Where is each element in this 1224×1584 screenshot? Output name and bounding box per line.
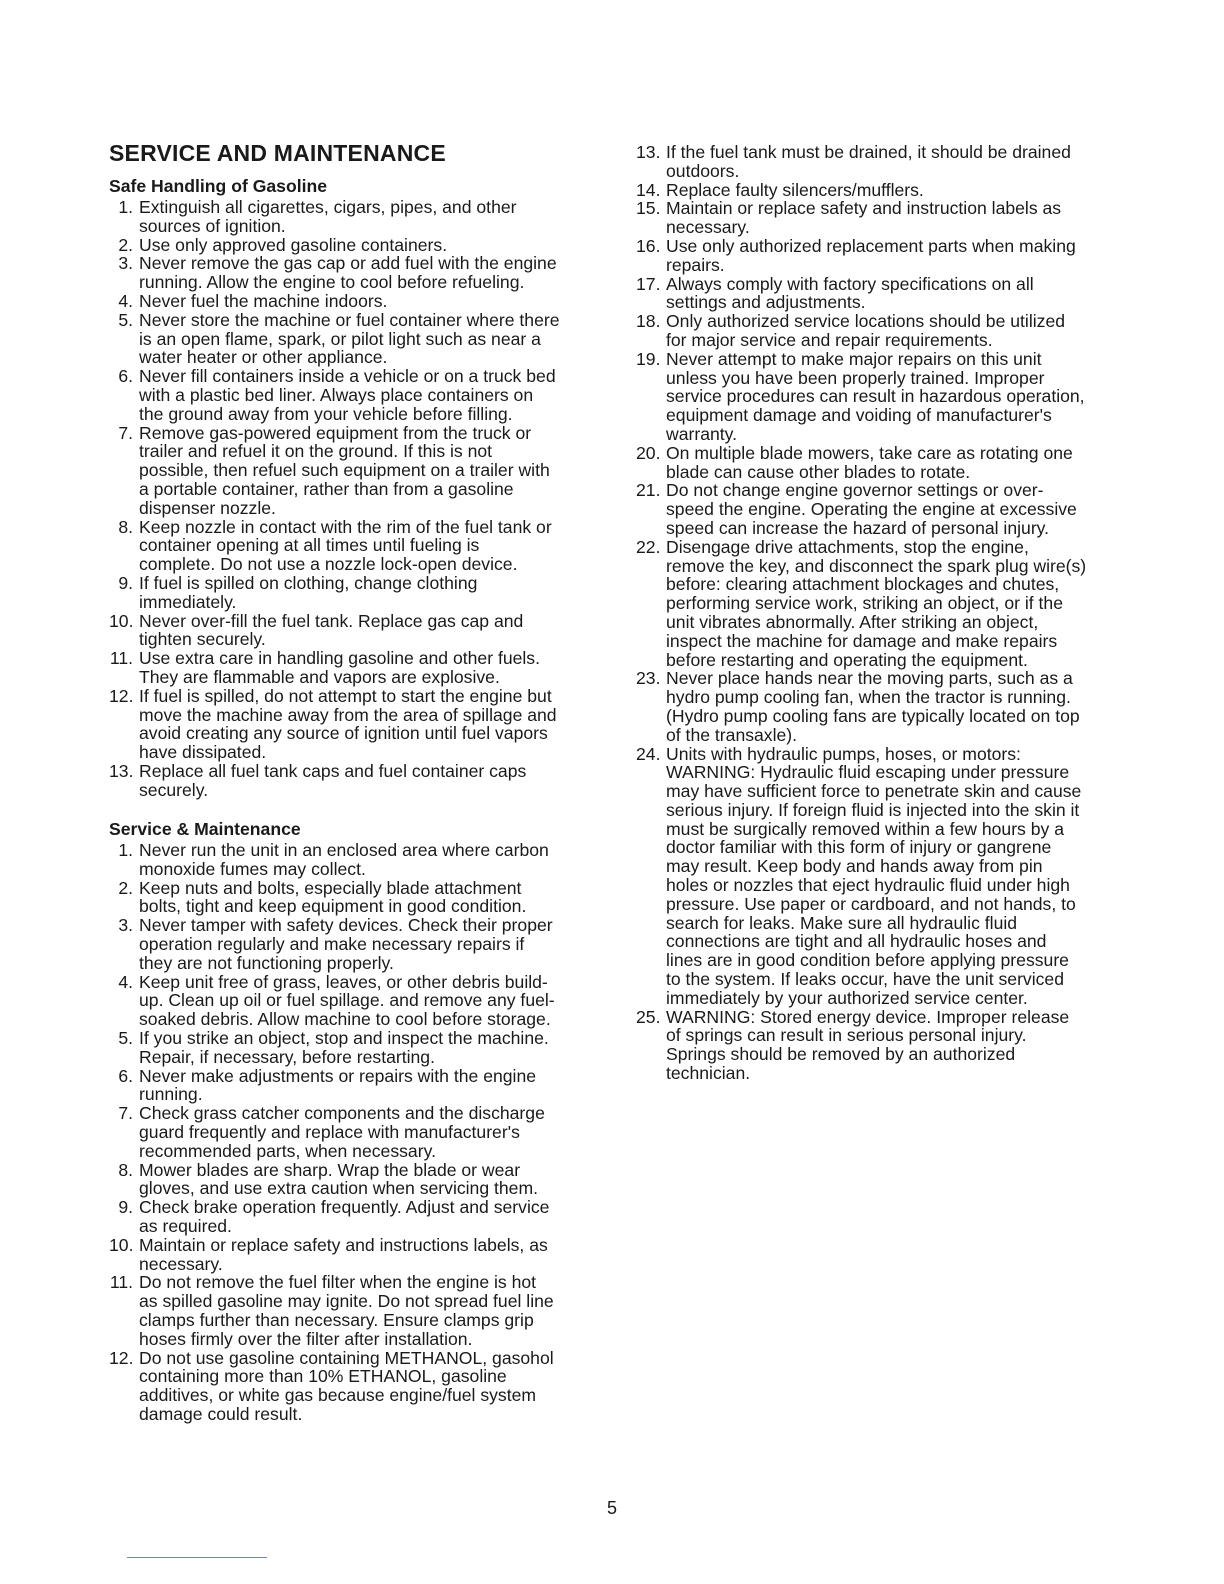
footer-rule <box>127 1557 267 1558</box>
list-item-text-line: Never tamper with safety devices. Check their proper <box>139 915 553 936</box>
list-item-text-line: monoxide fumes may collect. <box>139 858 366 879</box>
list-item-text-line: recommended parts, when necessary. <box>139 1140 436 1161</box>
list-item-text-line: running. <box>139 1084 203 1105</box>
list-item-text-line: necessary. <box>666 217 750 238</box>
list-item-text-line: dispenser nozzle. <box>139 497 276 518</box>
list-item-text-line: damage could result. <box>139 1403 303 1424</box>
list-item-number: 18. <box>636 311 661 332</box>
list-item <box>109 916 619 972</box>
list-item-number: 5. <box>118 309 133 330</box>
list-item-text-line: may result. Keep body and hands away from pin <box>666 856 1043 877</box>
list-item-text-line: possible, then refuel such equipment on a trailer with <box>139 460 550 481</box>
list-item <box>636 350 1146 444</box>
list-item-text-line: is an open flame, spark, or pilot light such as near a <box>139 328 541 349</box>
list-item-text-line: lines are in good condition before applying pressure <box>666 950 1069 971</box>
list-item <box>109 367 619 423</box>
list-item <box>109 1236 619 1274</box>
list-item-text-line: clamps further than necessary. Ensure clamps grip <box>139 1309 534 1330</box>
list-item <box>109 254 619 292</box>
list-item-text-line: connections are tight and all hydraulic hoses and <box>666 931 1047 952</box>
list-item-text-line: blade can cause other blades to rotate. <box>666 461 971 482</box>
list-item-text-line: as spilled gasoline may ignite. Do not spread fuel line <box>139 1291 554 1312</box>
list-item-text-line: WARNING: Stored energy device. Improper release <box>666 1006 1070 1027</box>
list-item <box>636 237 1146 275</box>
list-item-text-line: hoses firmly over the filter after installation. <box>139 1328 473 1349</box>
list-item-number: 16. <box>636 235 661 256</box>
list-item-number: 8. <box>118 1159 133 1180</box>
list-item <box>109 687 619 762</box>
service-list <box>109 841 619 1424</box>
list-item-text-line: Check grass catcher components and the discharge <box>139 1103 545 1124</box>
list-item-text-line: Never remove the gas cap or add fuel with the engine <box>139 253 557 274</box>
list-item <box>636 444 1146 482</box>
list-item-text-line: immediately. <box>139 591 237 612</box>
list-item-text-line: up. Clean up oil or fuel spillage. and remove any fuel- <box>139 990 555 1011</box>
list-item-text-line: speed can increase the hazard of personal injury. <box>666 517 1050 538</box>
list-item-text-line: Keep nuts and bolts, especially blade attachment <box>139 877 522 898</box>
list-item-text-line: Replace all fuel tank caps and fuel container caps <box>139 760 527 781</box>
list-item-text-line: gloves, and use extra caution when servicing them. <box>139 1178 539 1199</box>
list-item-number: 20. <box>636 442 661 463</box>
list-item-text-line: bolts, tight and keep equipment in good condition. <box>139 896 527 917</box>
list-item-text-line: before restarting and operating the equipment. <box>666 649 1028 670</box>
list-item-text-line: immediately by your authorized service center. <box>666 987 1028 1008</box>
list-item-text-line: (Hydro pump cooling fans are typically located on top <box>666 705 1080 726</box>
list-item-number: 3. <box>118 915 133 936</box>
list-item <box>109 1349 619 1424</box>
list-item <box>636 538 1146 670</box>
list-item-text-line: Use only authorized replacement parts when making <box>666 235 1076 256</box>
list-item-text-line: Maintain or replace safety and instruction labels as <box>666 198 1062 219</box>
list-item-number: 23. <box>636 668 661 689</box>
list-item-text-line: securely. <box>139 779 209 800</box>
list-item-text-line: operation regularly and make necessary repairs if <box>139 933 525 954</box>
list-item-text-line: Never attempt to make major repairs on this unit <box>666 348 1042 369</box>
list-item-number: 17. <box>636 273 661 294</box>
list-item-text-line: Replace faulty silencers/mufflers. <box>666 179 924 200</box>
list-item-text-line: guard frequently and replace with manufacturer's <box>139 1121 520 1142</box>
list-item-text-line: equipment damage and voiding of manufacturer's <box>666 405 1052 426</box>
list-item <box>109 518 619 574</box>
list-item <box>109 973 619 1029</box>
list-item-text-line: settings and adjustments. <box>666 292 866 313</box>
list-item-text-line: they are not functioning properly. <box>139 952 394 973</box>
list-item-text-line: Disengage drive attachments, stop the engine, <box>666 536 1029 557</box>
list-item-number: 13. <box>636 142 661 162</box>
list-item-number: 14. <box>636 179 661 200</box>
list-item <box>636 669 1146 744</box>
list-item-text-line: soaked debris. Allow machine to cool before storage. <box>139 1009 551 1030</box>
list-item-text-line: Do not use gasoline containing METHANOL, gasohol <box>139 1347 554 1368</box>
list-item-text-line: before: clearing attachment blockages and chutes, <box>666 574 1060 595</box>
list-item-number: 2. <box>118 877 133 898</box>
list-item-text-line: Use extra care in handling gasoline and other fuels. <box>139 648 540 669</box>
list-item-number: 6. <box>118 366 133 387</box>
list-item-text-line: speed the engine. Operating the engine at excessive <box>666 499 1077 520</box>
list-item-number: 10. <box>109 1234 134 1255</box>
list-item-number: 7. <box>118 422 133 443</box>
list-item-number: 9. <box>118 572 133 593</box>
section-heading-service: Service & Maintenance <box>109 819 301 839</box>
list-item-text-line: the ground away from your vehicle before filling. <box>139 403 513 424</box>
list-item-text-line: search for leaks. Make sure all hydraulic fluid <box>666 912 1018 933</box>
list-item-number: 1. <box>118 197 133 217</box>
list-item-text-line: containing more than 10% ETHANOL, gasoline <box>139 1366 507 1387</box>
list-item <box>636 199 1146 237</box>
list-item <box>109 424 619 518</box>
list-item-text-line: Keep unit free of grass, leaves, or other debris build- <box>139 971 548 992</box>
list-item-text-line: technician. <box>666 1063 751 1084</box>
list-item-text-line: for major service and repair requirements. <box>666 329 993 350</box>
list-item-number: 11. <box>109 648 133 669</box>
list-item <box>636 745 1146 1008</box>
list-item-text-line: If the fuel tank must be drained, it should be drained <box>666 142 1071 162</box>
safe-handling-list <box>109 198 619 800</box>
list-item-text-line: Use only approved gasoline containers. <box>139 234 448 255</box>
list-item-number: 12. <box>109 1347 134 1368</box>
list-item <box>636 275 1146 313</box>
list-item-text-line: WARNING: Hydraulic fluid escaping under pressure <box>666 762 1070 783</box>
list-item <box>109 612 619 650</box>
list-item-text-line: Always comply with factory specifications on all <box>666 273 1034 294</box>
list-item-text-line: Never store the machine or fuel container where there <box>139 309 560 330</box>
list-item-text-line: Remove gas-powered equipment from the truck or <box>139 422 532 443</box>
list-item <box>109 1067 619 1105</box>
list-item-number: 1. <box>118 840 133 860</box>
list-item-number: 19. <box>636 348 661 369</box>
list-item-text-line: Only authorized service locations should be utilized <box>666 311 1066 332</box>
list-item-text-line: If you strike an object, stop and inspect the machine. <box>139 1027 549 1048</box>
list-item-text-line: unit vibrates abnormally. After striking an object, <box>666 611 1039 632</box>
list-item-text-line: Never place hands near the moving parts, such as a <box>666 668 1073 689</box>
list-item-text-line: doctor familiar with this form of injury or gangrene <box>666 837 1052 858</box>
list-item-text-line: running. Allow the engine to cool before refueling. <box>139 272 525 293</box>
list-item-number: 5. <box>118 1027 133 1048</box>
list-item <box>109 649 619 687</box>
list-item-text-line: move the machine away from the area of spillage and <box>139 704 557 725</box>
list-item-text-line: may have sufficient force to penetrate skin and cause <box>666 781 1082 802</box>
list-item-text-line: Never fill containers inside a vehicle or on a truck bed <box>139 366 556 387</box>
list-item-number: 15. <box>636 198 661 219</box>
list-item <box>109 292 619 311</box>
list-item-text-line: If fuel is spilled, do not attempt to start the engine but <box>139 685 552 706</box>
list-item-text-line: On multiple blade mowers, take care as rotating one <box>666 442 1073 463</box>
list-item <box>636 1008 1146 1083</box>
list-item <box>109 879 619 917</box>
list-item-number: 21. <box>636 480 661 501</box>
list-item-text-line: to the system. If leaks occur, have the unit serviced <box>666 969 1065 990</box>
list-item-text-line: service procedures can result in hazardous operation, <box>666 386 1085 407</box>
list-item-number: 6. <box>118 1065 133 1086</box>
list-item <box>109 236 619 255</box>
list-item-text-line: trailer and refuel it on the ground. If this is not <box>139 441 493 462</box>
list-item-text-line: additives, or white gas because engine/fuel system <box>139 1385 537 1406</box>
list-item-text-line: Do not remove the fuel filter when the engine is hot <box>139 1272 537 1293</box>
list-item-text-line: repairs. <box>666 254 725 275</box>
list-item-text-line: of the transaxle). <box>666 724 798 745</box>
list-item <box>109 762 619 800</box>
list-item-number: 11. <box>109 1272 133 1293</box>
list-item-text-line: inspect the machine for damage and make repairs <box>666 630 1058 651</box>
list-item-number: 12. <box>109 685 134 706</box>
list-item-text-line: pressure. Use paper or cardboard, and not hands, to <box>666 893 1076 914</box>
list-item-text-line: as required. <box>139 1215 232 1236</box>
list-item-text-line: Mower blades are sharp. Wrap the blade or wear <box>139 1159 521 1180</box>
list-item-number: 8. <box>118 516 133 537</box>
list-item-text-line: a portable container, rather than from a gasoline <box>139 478 514 499</box>
list-item-text-line: remove the key, and disconnect the spark plug wire(s) <box>666 555 1087 576</box>
list-item-number: 2. <box>118 234 133 255</box>
list-item-number: 25. <box>636 1006 661 1027</box>
list-item-text-line: Maintain or replace safety and instructions labels, as <box>139 1234 548 1255</box>
list-item-text-line: Never over-fill the fuel tank. Replace gas cap and <box>139 610 524 631</box>
list-item-number: 4. <box>118 290 133 311</box>
list-item-text-line: performing service work, striking an object, or if the <box>666 593 1063 614</box>
list-item-text-line: Never fuel the machine indoors. <box>139 290 388 311</box>
list-item-text-line: Never make adjustments or repairs with the engine <box>139 1065 537 1086</box>
list-item-text-line: tighten securely. <box>139 629 266 650</box>
list-item-number: 3. <box>118 253 133 274</box>
service-continued-list <box>636 143 1146 1083</box>
list-item-text-line: must be surgically removed within a few hours by a <box>666 818 1064 839</box>
list-item-text-line: of springs can result in serious personal injury. <box>666 1025 1027 1046</box>
list-item-text-line: Springs should be removed by an authorized <box>666 1044 1016 1065</box>
list-item-text-line: with a plastic bed liner. Always place containers on <box>139 384 534 405</box>
list-item-text-line: hydro pump cooling fan, when the tractor is running. <box>666 687 1071 708</box>
list-item-text-line: sources of ignition. <box>139 215 286 236</box>
list-item-text-line: necessary. <box>139 1253 223 1274</box>
list-item <box>636 312 1146 350</box>
list-item-text-line: Check brake operation frequently. Adjust and service <box>139 1197 550 1218</box>
list-item <box>109 1029 619 1067</box>
list-item <box>636 181 1146 200</box>
list-item <box>636 143 1146 181</box>
list-item <box>109 574 619 612</box>
list-item-text-line: unless you have been properly trained. Improper <box>666 367 1045 388</box>
list-item-number: 4. <box>118 971 133 992</box>
list-item-text-line: Keep nozzle in contact with the rim of the fuel tank or <box>139 516 552 537</box>
list-item-number: 7. <box>118 1103 133 1124</box>
list-item-text-line: water heater or other appliance. <box>139 347 388 368</box>
list-item-text-line: holes or nozzles that eject hydraulic fluid under high <box>666 875 1070 896</box>
list-item <box>109 841 619 879</box>
list-item-number: 24. <box>636 743 661 764</box>
list-item <box>109 1273 619 1348</box>
list-item <box>109 1104 619 1160</box>
list-item-text-line: Do not change engine governor settings or over- <box>666 480 1044 501</box>
list-item-text-line: warranty. <box>666 423 738 444</box>
list-item-text-line: Repair, if necessary, before restarting. <box>139 1046 435 1067</box>
list-item <box>109 1161 619 1199</box>
list-item <box>636 481 1146 537</box>
page-number: 5 <box>606 1498 617 1518</box>
list-item-text-line: Extinguish all cigarettes, cigars, pipes, and other <box>139 197 517 217</box>
page-title: SERVICE AND MAINTENANCE <box>109 140 446 166</box>
list-item-text-line: have dissipated. <box>139 742 267 763</box>
list-item-text-line: container opening at all times until fueling is <box>139 535 480 556</box>
list-item <box>109 311 619 367</box>
list-item-number: 13. <box>109 760 134 781</box>
list-item-number: 9. <box>118 1197 133 1218</box>
list-item-number: 22. <box>636 536 661 557</box>
list-item-number: 10. <box>109 610 134 631</box>
section-heading-safe-handling: Safe Handling of Gasoline <box>109 176 327 196</box>
list-item-text-line: They are flammable and vapors are explosive. <box>139 666 500 687</box>
list-item-text-line: If fuel is spilled on clothing, change clothing <box>139 572 478 593</box>
list-item <box>109 198 619 236</box>
list-item-text-line: Never run the unit in an enclosed area where carbon <box>139 840 549 860</box>
list-item-text-line: avoid creating any source of ignition until fuel vapors <box>139 723 548 744</box>
list-item-text-line: outdoors. <box>666 160 740 181</box>
list-item <box>109 1198 619 1236</box>
list-item-text-line: Units with hydraulic pumps, hoses, or motors: <box>666 743 1021 764</box>
list-item-text-line: complete. Do not use a nozzle lock-open device. <box>139 554 518 575</box>
list-item-text-line: serious injury. If foreign fluid is injected into the skin it <box>666 799 1080 820</box>
